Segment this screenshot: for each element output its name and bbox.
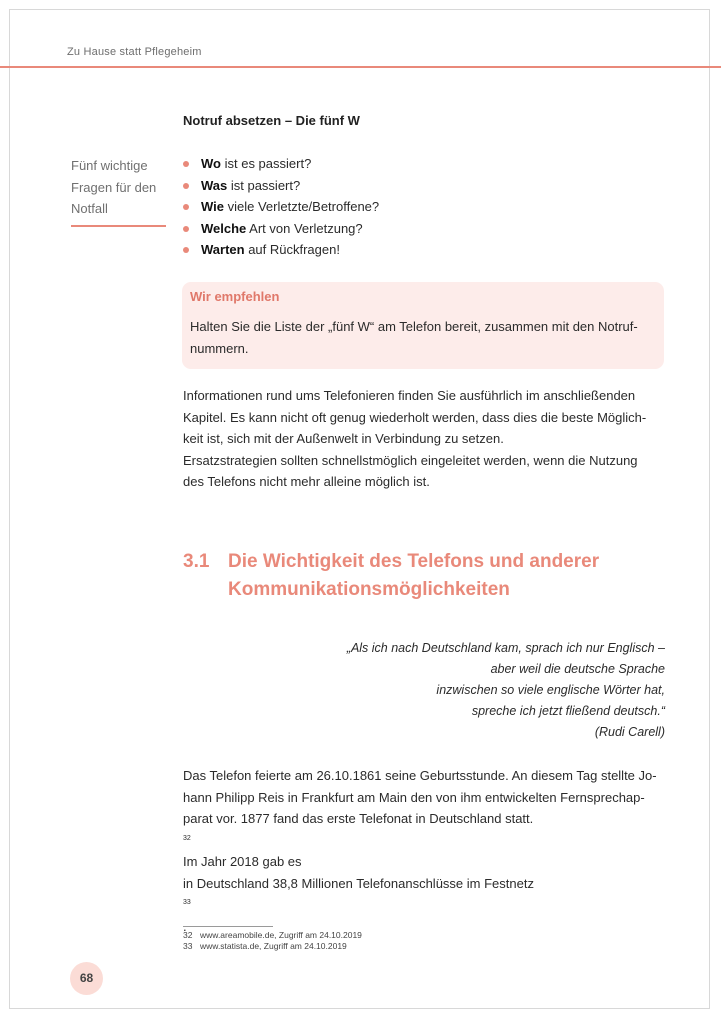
running-header: Zu Hause statt Pflegeheim (67, 46, 202, 58)
epigraph-quote (300, 638, 665, 743)
paragraph-text: Im Jahr 2018 gab es (183, 854, 302, 869)
chapter-title-line: Kommunikationsmöglichkeiten (228, 579, 510, 600)
paragraph-line (183, 808, 665, 873)
quote-line: „Als ich nach Deutschland kam, sprach ich nur Englisch – (346, 641, 665, 655)
recommendation-line: Halten Sie die Liste der „fünf W“ am Telefon bereit, zusammen mit den Notruf- (190, 319, 638, 334)
footnote (183, 941, 362, 952)
paragraph-line (183, 873, 665, 938)
item-text: ist es passiert? (220, 156, 312, 171)
list-item (183, 218, 379, 240)
section-heading: Notruf absetzen – Die fünf W (183, 113, 360, 128)
keyword: Was (201, 177, 228, 193)
footnote-text: www.statista.de, Zugriff am 24.10.2019 (200, 941, 347, 951)
paragraph-line: Das Telefon feierte am 26.10.1861 seine Geburtsstunde. An diesem Tag stellte Jo- (183, 768, 657, 783)
footnotes (183, 930, 362, 952)
bullet-dot-icon (183, 183, 189, 189)
item-text: auf Rückfragen! (244, 242, 340, 257)
quote-line: inzwischen so viele englische Wörter hat, (436, 683, 665, 697)
recommendation-line: nummern. (190, 341, 249, 356)
footnote-ref-33[interactable]: 33 (183, 899, 191, 906)
keyword: Warten (201, 242, 245, 257)
chapter-heading (183, 548, 663, 604)
margin-note-line: Fragen für den (71, 179, 157, 195)
footnote-divider (183, 926, 273, 927)
list-item (183, 196, 379, 218)
list-item (183, 239, 379, 261)
recommendation-text (190, 316, 656, 360)
recommendation-title: Wir empfehlen (190, 289, 280, 304)
keyword: Welche (201, 220, 247, 236)
margin-note-line: Notfall (71, 201, 108, 216)
footnote-text: www.areamobile.de, Zugriff am 24.10.2019 (200, 930, 362, 940)
page-number-badge: 68 (70, 962, 103, 995)
paragraph-text: in Deutschland 38,8 Millionen Telefonanschlüsse im Festnetz (183, 875, 534, 891)
paragraph-line: Kapitel. Es kann nicht oft genug wiederholt werden, dass dies die beste Möglich- (183, 409, 647, 425)
quote-line: aber weil die deutsche Sprache (490, 662, 665, 676)
margin-note (71, 155, 166, 227)
keyword: Wie (201, 199, 224, 214)
list-item (183, 175, 379, 197)
paragraph-line: Ersatzstrategien sollten schnellstmöglich eingeleitet werden, wenn die Nutzung (183, 452, 638, 468)
quote-line: spreche ich jetzt fließend deutsch.“ (471, 704, 665, 718)
header-rule (0, 66, 721, 68)
quote-author: (Rudi Carell) (594, 725, 665, 739)
bullet-dot-icon (183, 161, 189, 167)
body-paragraph-telephone (183, 765, 665, 937)
bullet-dot-icon (183, 247, 189, 253)
footnote-number: 32 (183, 930, 193, 940)
margin-note-line: Fünf wichtige (71, 158, 148, 173)
paragraph-line: hann Philipp Reis in Frankfurt am Main den von ihm entwickelten Fernsprechap- (183, 789, 645, 805)
bullet-dot-icon (183, 226, 189, 232)
item-text: Art von Verletzung? (246, 220, 363, 236)
paragraph-line: keit ist, sich mit der Außenwelt in Verbindung zu setzen. (183, 431, 504, 446)
item-text: viele Verletzte/Betroffene? (224, 199, 380, 214)
chapter-number: 3.1 (183, 551, 210, 572)
list-item (183, 153, 379, 175)
chapter-title-line: Die Wichtigkeit des Telefons und anderer (228, 551, 600, 572)
recommendation-box (182, 282, 664, 369)
paragraph-line: des Telefons nicht mehr alleine möglich ist. (183, 474, 430, 489)
footnote-ref-32[interactable]: 32 (183, 834, 191, 842)
paragraph-line: Informationen rund ums Telefonieren finden Sie ausführlich im anschließenden (183, 388, 636, 403)
bullet-dot-icon (183, 204, 189, 210)
paragraph-text: parat vor. 1877 fand das erste Telefonat in Deutschland statt. (183, 811, 534, 826)
footnote (183, 930, 362, 941)
footnote-number: 33 (183, 941, 193, 951)
keyword: Wo (201, 156, 221, 171)
body-paragraph (183, 385, 665, 493)
item-text: ist passiert? (227, 177, 301, 193)
five-w-list (183, 153, 379, 261)
